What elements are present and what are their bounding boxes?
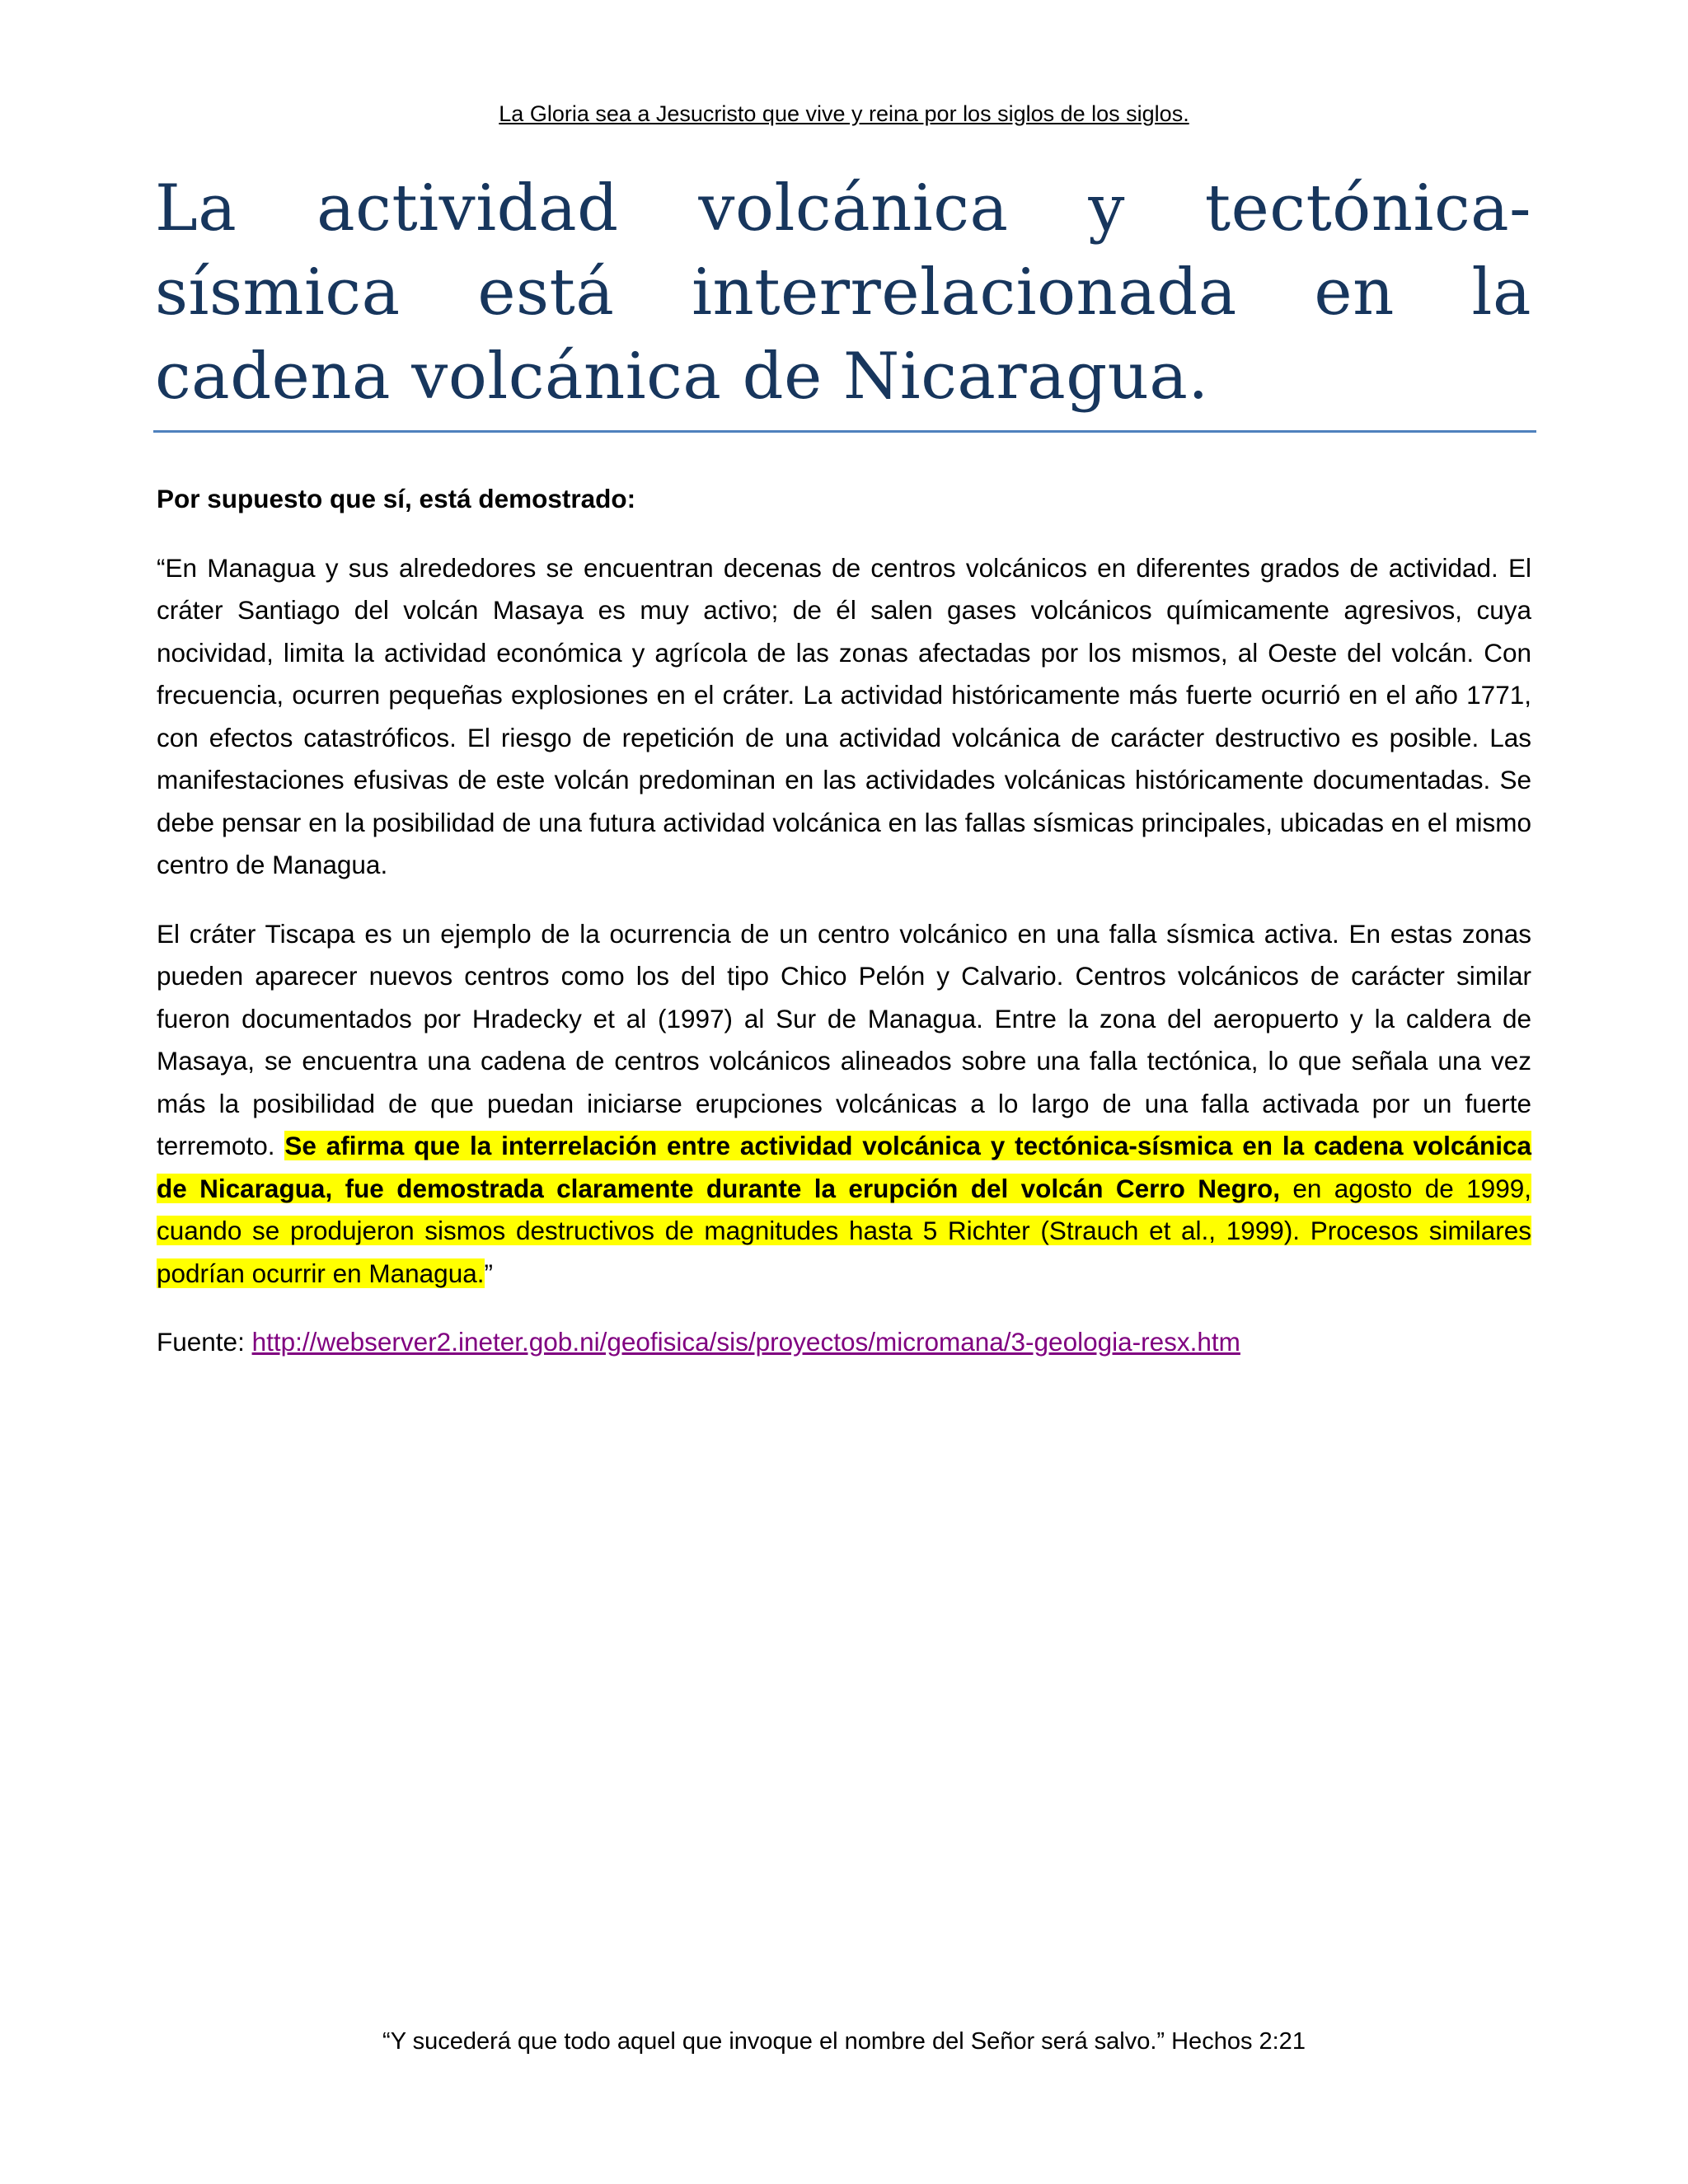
paragraph-1: “En Managua y sus alrededores se encuentran decenas de centros volcánicos en diferentes grados de actividad. El cráter Santiago del volcán Masaya es muy activo; de él salen gases volcánicos químicamente agresivos, cuya nocividad, limita la actividad económica y agrícola de las zonas afectadas por los mismos, al Oeste del volcán. Con frecuencia, ocurren pequeñas explosiones en el cráter. La actividad históricamente más fuerte ocurrió en el año 1771, con efectos catastróficos. El riesgo de repetición de una actividad volcánica de carácter destructivo es posible. Las manifestaciones efusivas de este volcán predominan en las actividades volcánicas históricamente documentadas. Se debe pensar en la posibilidad de una futura actividad volcánica en las fallas sísmicas principales, ubicadas en el mismo centro de Managua.	[157, 552, 1531, 879]
page-header	[0, 99, 1688, 129]
source-line	[157, 1321, 1531, 1364]
paragraph-2	[157, 913, 1531, 1296]
highlighted-bold-statement: Se afirma que la interrelación entre actividad volcánica y tectónica-sísmica en la cadena volcánica de Nicaragua, fue demostrada claramente durante la erupción del volcán Cerro Negro,	[157, 1131, 1531, 1203]
closing-quote: ”	[484, 1258, 493, 1288]
source-link[interactable]: http://webserver2.ineter.gob.ni/geofisica/sis/proyectos/micromana/3-geologia-resx.htm	[251, 1327, 1240, 1357]
lead-statement: Por supuesto que sí, está demostrado:	[157, 484, 636, 513]
page-footer: “Y sucederá que todo aquel que invoque el nombre del Señor será salvo.” Hechos 2:21	[382, 2028, 1306, 2055]
page-title: La actividad volcánica y tectónica-sísmica está interrelacionada en la cadena volcánica de Nicaragua.	[155, 171, 1531, 414]
header-text: La Gloria sea a Jesucristo que vive y reina por los siglos de los siglos.	[499, 101, 1189, 126]
highlighted-statement: en agosto de 1999, cuando se produjeron sismos destructivos de magnitudes hasta 5 Richter (Strauch et al., 1999). Procesos similares podrían ocurrir en Managua.	[157, 1173, 1531, 1288]
title-divider	[153, 430, 1536, 433]
document-body	[157, 478, 1531, 1364]
source-label: Fuente:	[157, 1327, 252, 1357]
paragraph-2-text: El cráter Tiscapa es un ejemplo de la ocurrencia de un centro volcánico en una falla sísmica activa. En estas zonas pueden aparecer nuevos centros como los del tipo Chico Pelón y Calvario. Centros volcánicos de carácter similar fueron documentados por Hradecky et al (1997) al Sur de Managua. Entre la zona del aeropuerto y la caldera de Masaya, se encuentra una cadena de centros volcánicos alineados sobre una falla tectónica, lo que señala una vez más la posibilidad de que puedan iniciarse erupciones volcánicas a lo largo de una falla activada por un fuerte terremoto.	[157, 918, 1531, 1160]
